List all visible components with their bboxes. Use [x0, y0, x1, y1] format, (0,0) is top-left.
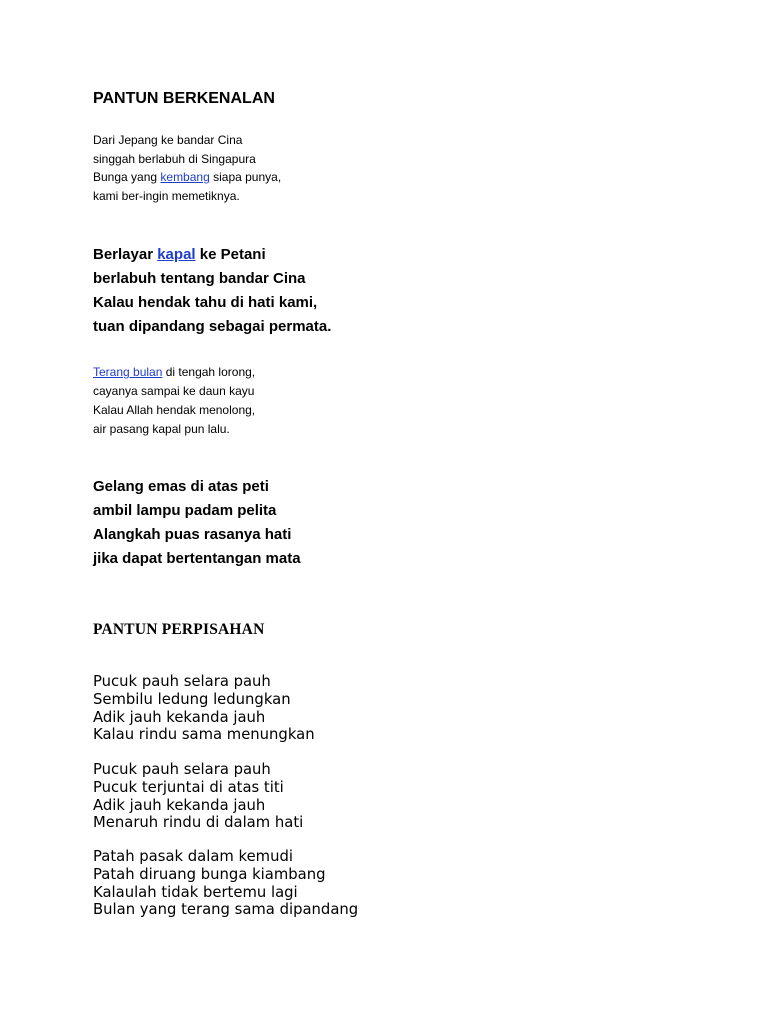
stanza-line: air pasang kapal pun lalu.	[93, 422, 230, 436]
stanza-line: Kalau rindu sama menungkan	[93, 726, 315, 744]
link-terang-bulan[interactable]: Terang bulan	[93, 365, 163, 379]
section-title-pantun-perpisahan: PANTUN PERPISAHAN	[93, 621, 265, 638]
stanza-line: jika dapat bertentangan mata	[93, 550, 301, 567]
stanza-line: cayanya sampai ke daun kayu	[93, 384, 255, 398]
line-text: Berlayar	[93, 246, 158, 263]
stanza-patah-pasak	[93, 848, 358, 919]
stanza-line: Adik jauh kekanda jauh	[93, 796, 266, 814]
stanza-pucuk-pauh-2	[93, 761, 303, 832]
link-kapal[interactable]: kapal	[157, 246, 196, 263]
stanza-line: Menaruh rindu di dalam hati	[93, 814, 304, 832]
line-text: Bunga yang	[93, 170, 161, 185]
stanza-line: Kalau Allah hendak menolong,	[93, 403, 256, 417]
stanza-line: Kalau hendak tahu di hati kami,	[93, 294, 318, 311]
stanza-line: Sembilu ledung ledungkan	[93, 690, 291, 708]
stanza-line: Kalaulah tidak bertemu lagi	[93, 883, 298, 901]
stanza-pucuk-pauh-1	[93, 673, 315, 744]
stanza-line: Bulan yang terang sama dipandang	[93, 901, 359, 919]
stanza-line	[93, 168, 281, 187]
line-text: siapa punya,	[209, 170, 282, 185]
stanza-dari-jepang	[93, 131, 281, 206]
stanza-line: berlabuh tentang bandar Cina	[93, 270, 306, 287]
stanza-line: Adik jauh kekanda jauh	[93, 708, 266, 726]
stanza-line	[93, 243, 331, 267]
stanza-line: Gelang emas di atas peti	[93, 478, 269, 495]
stanza-line	[93, 363, 255, 382]
stanza-line: kami ber-ingin memetiknya.	[93, 189, 240, 204]
stanza-terang-bulan	[93, 363, 255, 439]
link-kembang[interactable]: kembang	[160, 170, 210, 185]
stanza-line: Alangkah puas rasanya hati	[93, 526, 292, 543]
stanza-line: Patah diruang bunga kiambang	[93, 865, 326, 883]
stanza-line: Pucuk pauh selara pauh	[93, 761, 271, 778]
stanza-line: Pucuk pauh selara pauh	[93, 673, 271, 690]
section-title-pantun-berkenalan: PANTUN BERKENALAN	[93, 90, 275, 107]
stanza-line: singgah berlabuh di Singapura	[93, 151, 256, 166]
stanza-berlayar-kapal	[93, 243, 331, 339]
line-text: ke Petani	[195, 246, 266, 263]
stanza-line: tuan dipandang sebagai permata.	[93, 318, 332, 335]
line-text: di tengah lorong,	[162, 365, 256, 379]
stanza-line: Patah pasak dalam kemudi	[93, 848, 293, 865]
stanza-line: ambil lampu padam pelita	[93, 502, 277, 519]
stanza-line: Pucuk terjuntai di atas titi	[93, 778, 284, 796]
stanza-gelang-emas	[93, 475, 301, 571]
stanza-line: Dari Jepang ke bandar Cina	[93, 133, 243, 147]
